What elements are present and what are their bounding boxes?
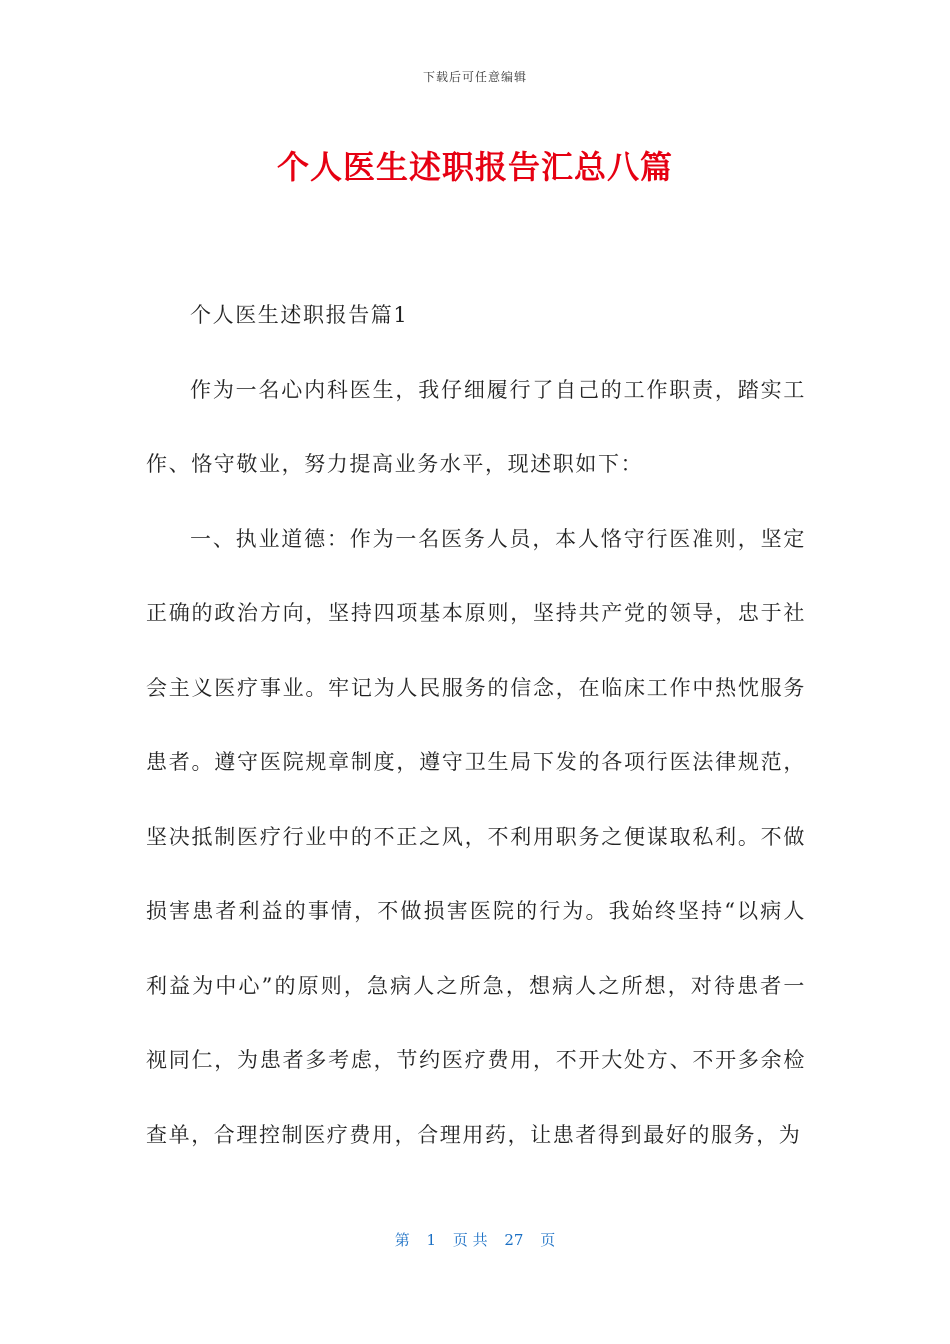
document-body	[146, 278, 806, 1172]
footer-current-page: 1	[426, 1231, 437, 1249]
footer-suffix: 页	[540, 1231, 556, 1249]
paragraph-ethics: 一、执业道德：作为一名医务人员，本人恪守行医准则，坚定正确的政治方向，坚持四项基本原则，坚持共产党的领导，忠于社会主义医疗事业。牢记为人民服务的信念，在临床工作中热忱服务患者。遵守医院规章制度，遵守卫生局下发的各项行医法律规范，坚决抵制医疗行业中的不正之风，不利用职务之便谋取私利。不做损害患者利益的事情，不做损害医院的行为。我始终坚持“以病人利益为中心”的原则，急病人之所急，想病人之所想，对待患者一视同仁，为患者多考虑，节约医疗费用，不开大处方、不开多余检查单，合理控制医疗费用，合理用药，让患者得到最好的服务，为	[146, 526, 806, 1147]
header-note: 下载后可任意编辑	[422, 70, 527, 84]
paragraph-intro: 作为一名心内科医生，我仔细履行了自己的工作职责，踏实工作、恪守敬业，努力提高业务水平，现述职如下：	[146, 377, 806, 476]
document-title: 个人医生述职报告汇总八篇	[276, 148, 673, 186]
footer-total-pages: 27	[504, 1231, 524, 1249]
footer-prefix: 第	[394, 1231, 410, 1249]
section-heading: 个人医生述职报告篇1	[190, 303, 409, 327]
page-footer	[0, 1229, 950, 1250]
footer-middle: 页 共	[452, 1231, 488, 1249]
